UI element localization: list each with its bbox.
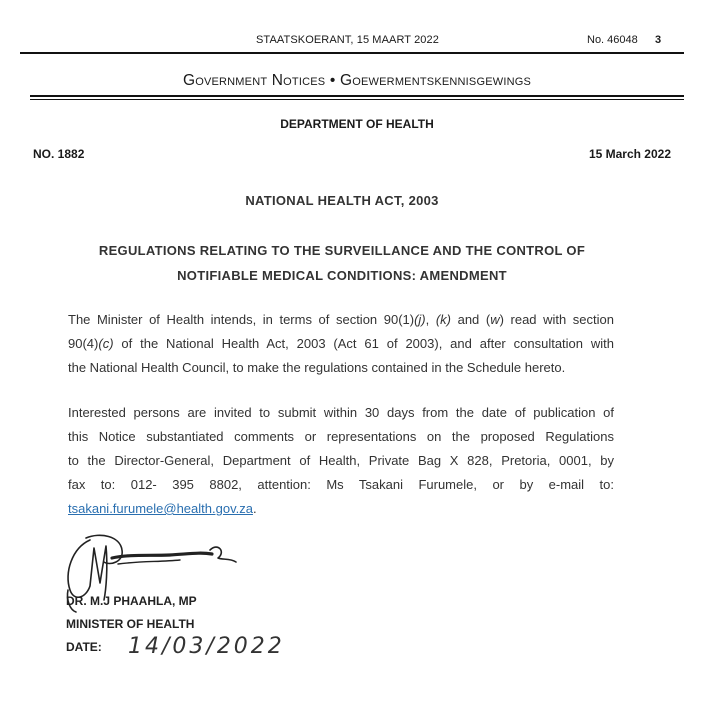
comments-line-2: this Notice substantiated comments or representations on the proposed Regulations [68,429,614,444]
intent-text: ) read with section [499,312,614,327]
department-heading: DEPARTMENT OF HEALTH [280,117,434,131]
running-head [0,34,714,50]
section-title-separator: • [329,72,336,89]
comments-line-5 [68,497,614,521]
signatory-date-label: DATE: [66,640,102,654]
signatory-name: DR. M.J PHAAHLA, MP [66,594,197,608]
header-rule-top [20,52,684,54]
intent-line-1 [68,308,614,332]
comments-line-1: Interested persons are invited to submit within 30 days from the date of publication of [68,405,614,420]
gazette-number: No. 46048 [587,34,638,46]
regulation-title [0,238,684,288]
section-ref-w: w [490,312,500,327]
comments-line-4: fax to: 012- 395 8802, attention: Ms Tsakani Furumele, or by e-mail to: [68,477,614,492]
section-ref-j: (j) [414,312,426,327]
intent-text: 90(4) [68,336,99,351]
section-rule-thick [30,95,684,97]
section-title-english: Government Notices [182,72,326,89]
intent-text: The Minister of Health intends, in terms of section 90(1) [68,312,415,327]
intent-line-2 [68,332,614,356]
act-title: NATIONAL HEALTH ACT, 2003 [245,193,439,208]
comments-line-3: to the Director-General, Department of Health, Private Bag X 828, Pretoria, 0001, by [68,453,614,468]
regulation-title-line1: REGULATIONS RELATING TO THE SURVEILLANCE AND THE CONTROL OF [98,243,586,258]
notice-number: NO. 1882 [33,147,85,161]
intent-text: and ( [451,312,491,327]
notice-date: 15 March 2022 [588,147,671,161]
gazette-name: STAATSKOERANT, 15 MAART 2022 [256,34,439,46]
comments-paragraph [68,401,614,521]
intent-text: , [425,312,436,327]
comments-end: . [252,501,257,516]
signatory-title: MINISTER OF HEALTH [66,617,195,631]
handwritten-date [128,625,308,665]
intent-paragraph [68,308,614,380]
section-ref-c: (c) [98,336,114,351]
intent-line-3: the National Health Council, to make the regulations contained in the Schedule hereto. [68,360,566,375]
section-title [0,72,714,90]
handwritten-date-text: 14/03/2022 [128,634,285,659]
page-number: 3 [655,34,662,46]
section-ref-k: (k) [435,312,452,327]
intent-text: of the National Health Act, 2003 (Act 61 of 2003), and after consultation with [113,336,614,351]
regulation-title-line2: NOTIFIABLE MEDICAL CONDITIONS: AMENDMENT [177,268,507,283]
section-title-afrikaans: Goewermentskennisgewings [340,72,532,89]
section-rule-thin [30,99,684,100]
email-link[interactable]: tsakani.furumele@health.gov.za [68,501,253,516]
